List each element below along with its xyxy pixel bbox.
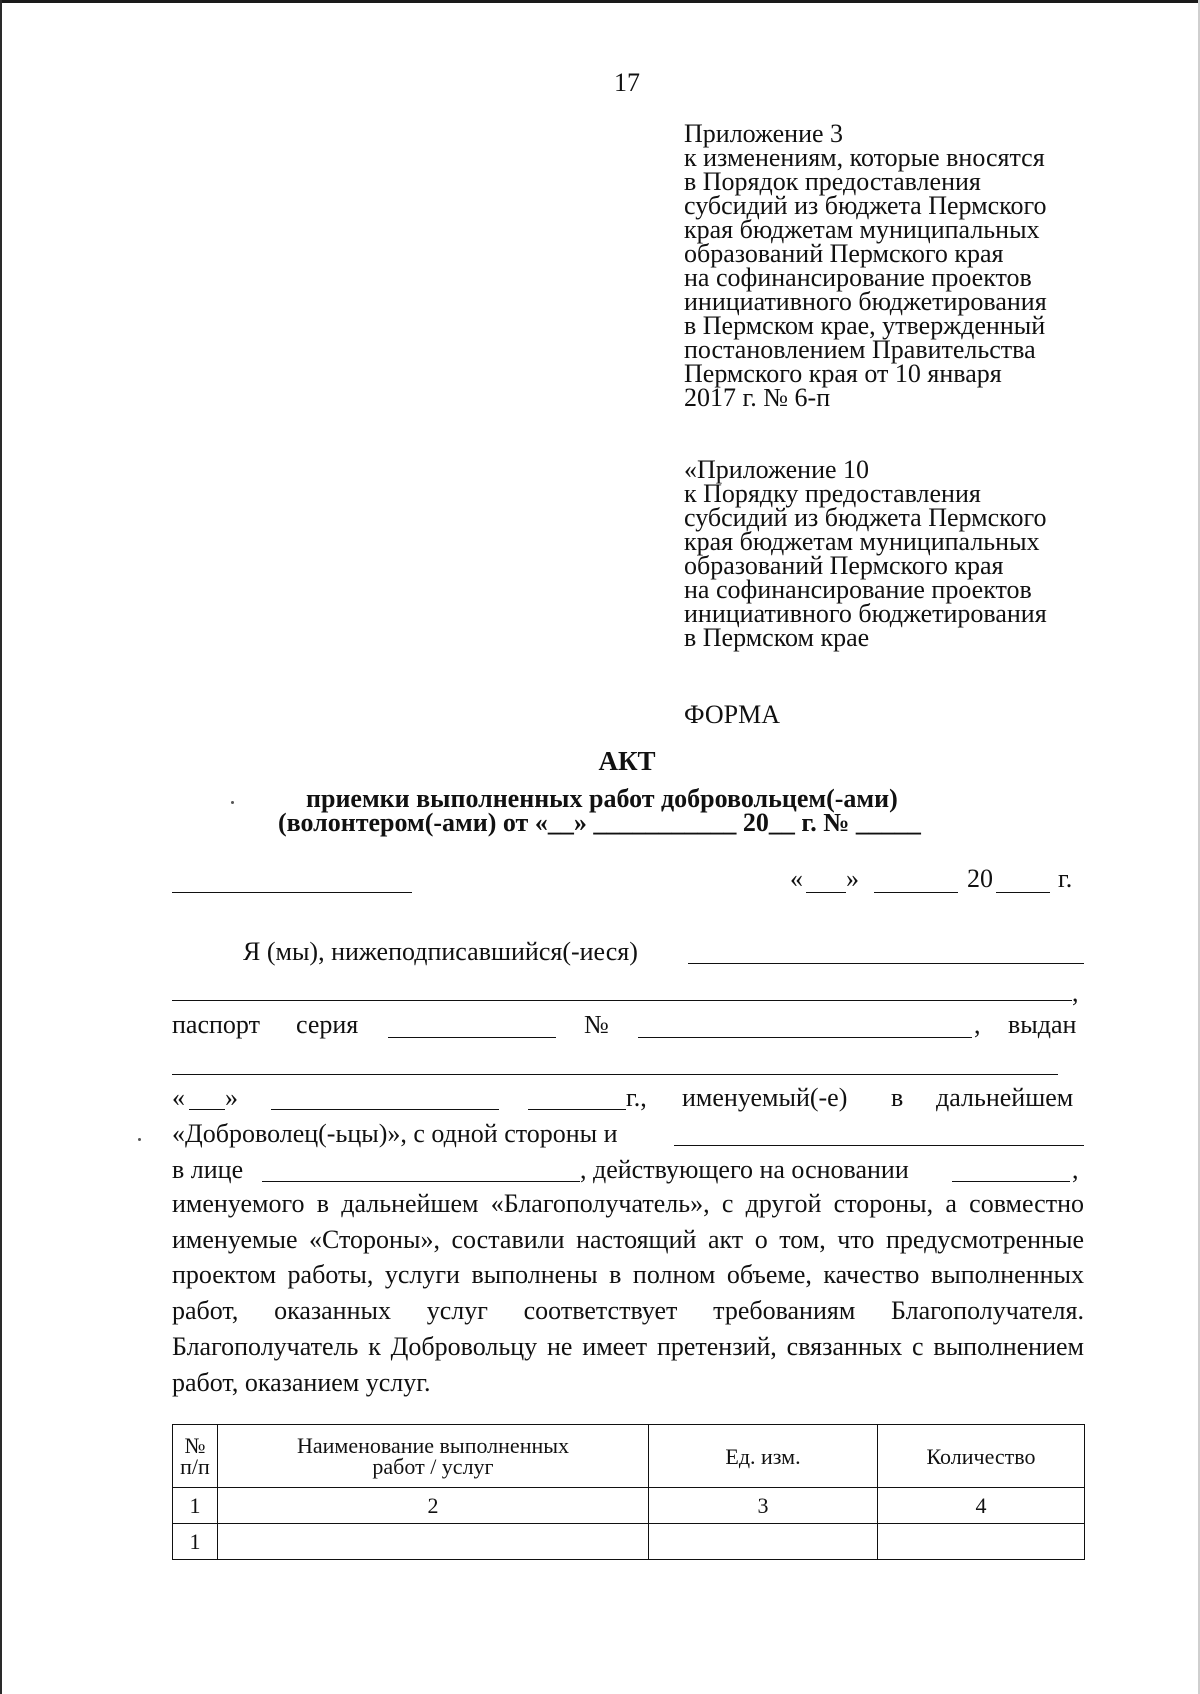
signers-label: Я (мы), нижеподписавшийся(-иеся) (243, 937, 638, 966)
issue-year-abbr: г., (626, 1083, 647, 1112)
table-row (173, 1524, 1085, 1560)
signers-comma: , (1072, 978, 1079, 1007)
passport-comma: , (974, 1010, 981, 1039)
table-cell: 3 (649, 1488, 878, 1524)
appendix-3-line: на софинансирование проектов (684, 263, 1032, 292)
appendix-3-line: инициативного бюджетирования (684, 287, 1047, 316)
table-cell: 1 (173, 1524, 218, 1560)
table-cell: 2 (218, 1488, 649, 1524)
act-subtitle-1: приемки выполненных работ добровольцем(-ами) (306, 784, 898, 813)
date-year-blank[interactable] (996, 892, 1050, 893)
act-title: АКТ (598, 746, 656, 776)
appendix-3-line: в Пермском крае, утвержденный (684, 311, 1046, 340)
header-cell-number (173, 1425, 218, 1488)
table-numbering-row (173, 1488, 1085, 1524)
series-label: серия (296, 1010, 359, 1039)
date-close-quote: » (846, 864, 859, 893)
appendix-10-line: к Порядку предоставления (684, 479, 981, 508)
issue-day-blank[interactable] (189, 1109, 225, 1110)
passport-number-blank[interactable] (638, 1037, 972, 1038)
appendix-10-line: края бюджетам муниципальных (684, 527, 1040, 556)
table-header-row (173, 1425, 1085, 1488)
appendix-3-line: края бюджетам муниципальных (684, 215, 1040, 244)
appendix-10-line: «Приложение 10 (684, 455, 870, 484)
page-number: 17 (614, 68, 640, 97)
appendix-3-line: к изменениям, которые вносятся (684, 143, 1045, 172)
person-name-blank[interactable] (262, 1181, 580, 1182)
form-label: ФОРМА (684, 700, 780, 729)
date-year-prefix: 20 (967, 864, 993, 893)
passport-number-label: № (584, 1010, 609, 1039)
basis-blank[interactable] (952, 1181, 1070, 1182)
appendix-10-line: в Пермском крае (684, 623, 870, 652)
table-cell-editable[interactable] (649, 1524, 878, 1560)
header-number-line: п/п (180, 1454, 210, 1479)
act-body-paragraph: именуемого в дальнейшем «Благополучатель», с другой стороны, а совместно именуемые «Стороны», составили настоящий акт о том, что предусмотренные проектом работы, услуги выполнены в полном объеме, качество выполненных работ, оказанных услуг соответствует требованиям Благополучателя. Благополучатель к Добровольцу не имеет претензий, связанных с выполнением работ, оказанием услуг. (172, 1189, 1084, 1397)
scan-edge-top (0, 0, 1200, 3)
table-cell-editable[interactable] (878, 1524, 1085, 1560)
table-cell: 1 (173, 1488, 218, 1524)
date-open-quote: « (790, 864, 803, 893)
header-name-line: Наименование выполненных (296, 1433, 570, 1458)
appendix-3-block (684, 119, 1154, 412)
appendix-10-line: на софинансирование проектов (684, 575, 1032, 604)
appendix-10-block (684, 455, 1154, 652)
scan-speck (231, 801, 234, 804)
basis-comma: , (1072, 1155, 1079, 1184)
signers-blank-2[interactable] (172, 1000, 1072, 1001)
acting-label: , действующего на основании (580, 1155, 909, 1184)
issue-open-quote: « (172, 1083, 185, 1112)
further-label: дальнейшем (936, 1083, 1074, 1112)
signers-blank[interactable] (688, 963, 1084, 964)
header-cell-unit: Ед. изм. (649, 1425, 878, 1488)
passport-series-blank[interactable] (388, 1037, 556, 1038)
named-label: именуемый(-е) (682, 1083, 848, 1112)
appendix-3-line: в Порядок предоставления (684, 167, 981, 196)
appendix-10-line: образований Пермского края (684, 551, 1004, 580)
header-name-line: работ / услуг (372, 1454, 494, 1479)
appendix-3-line: постановлением Правительства (684, 335, 1036, 364)
table-cell-editable[interactable] (218, 1524, 649, 1560)
issue-month-blank[interactable] (271, 1109, 499, 1110)
place-blank[interactable] (172, 892, 412, 893)
header-number-line: № (184, 1433, 206, 1458)
works-table (172, 1424, 1085, 1560)
appendix-3-line: 2017 г. № 6-п (684, 383, 831, 412)
in-label: в (891, 1083, 904, 1112)
appendix-3-line: Пермского края от 10 января (684, 359, 1002, 388)
issue-year-blank[interactable] (528, 1109, 626, 1110)
volunteer-text: «Доброволец(-ьцы)», с одной стороны и (172, 1119, 618, 1148)
date-year-suffix: г. (1058, 864, 1073, 893)
act-subtitle-2: (волонтером(-ами) от «__» ___________ 20__ г. № _____ (278, 808, 921, 837)
appendix-3-line: образований Пермского края (684, 239, 1004, 268)
appendix-3-line: субсидий из бюджета Пермского (684, 191, 1047, 220)
date-day-blank[interactable] (806, 892, 846, 893)
table-cell: 4 (878, 1488, 1085, 1524)
appendix-10-line: субсидий из бюджета Пермского (684, 503, 1047, 532)
issue-close-quote: » (225, 1083, 238, 1112)
header-cell-quantity: Количество (878, 1425, 1085, 1488)
header-cell-name (218, 1425, 649, 1488)
date-month-blank[interactable] (874, 892, 958, 893)
beneficiary-name-blank[interactable] (674, 1145, 1084, 1146)
appendix-3-line: Приложение 3 (684, 119, 844, 148)
scan-speck (138, 1138, 141, 1141)
issued-by-blank[interactable] (172, 1074, 1058, 1075)
appendix-10-line: инициативного бюджетирования (684, 599, 1047, 628)
issued-label: выдан (1008, 1010, 1077, 1039)
passport-label: паспорт (172, 1010, 260, 1039)
scan-edge-left (0, 0, 2, 1694)
person-label: в лице (172, 1155, 244, 1184)
